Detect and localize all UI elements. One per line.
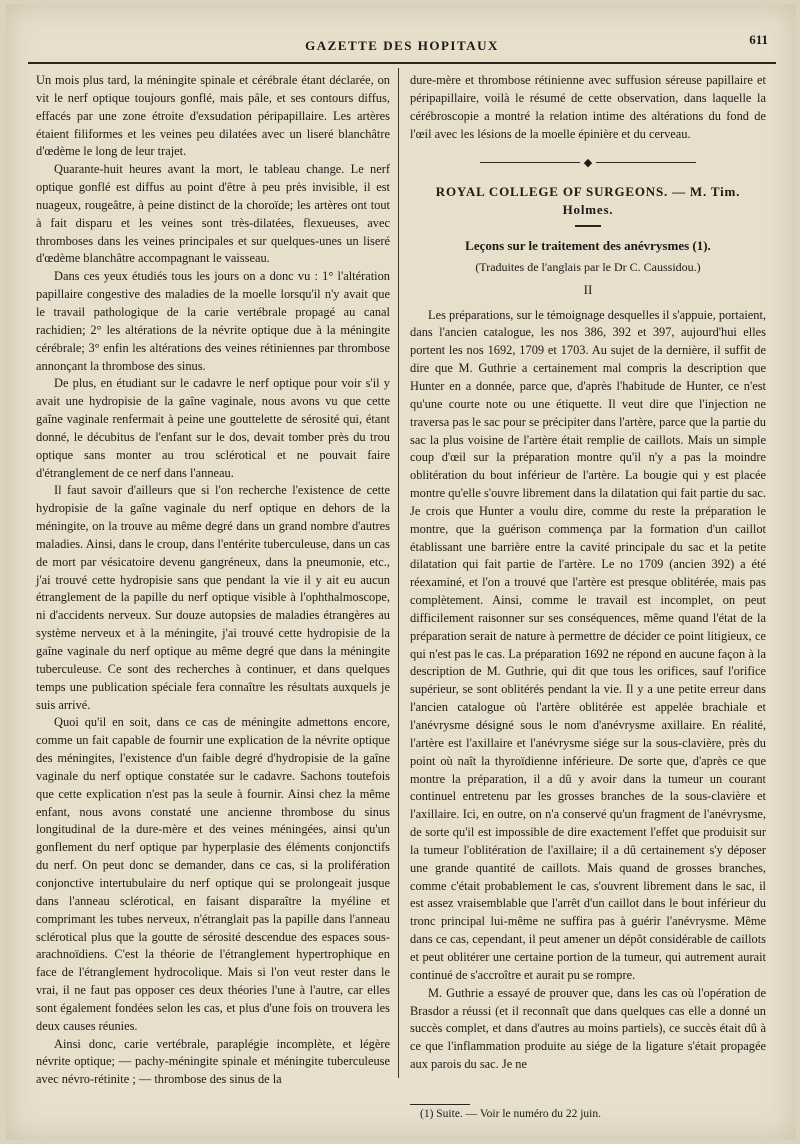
paragraph: Il faut savoir d'ailleurs que si l'on recherche l'existence de cette hydropisie de la gaîne vaginale du nerf optique en dehors de la méningite, on la trouve au même degré dans un grand nombre d'autres maladies. Ainsi, dans le croup, dans l'entérite tuberculeuse, dans un cas de mort par vésicatoire devenu gangréneux, dans la pneumonie, etc., j'ai trouvé cette hydropisie sans que pendant la vie il y ait eu aucun étranglement de la papille du nerf optique visible à l'ophthalmoscope, ni d'accidents nerveux. Sur douze autopsies de maladies étrangères au système nerveux et à la méningite, j'ai trouvé cette hydropisie de la gaîne vaginale du nerf optique au même degré que dans la méningite tuberculeuse. Ce sont des recherches à continuer, et dans quelques temps une publication spéciale fera connaître les résultats auxquels je suis arrivé. (36, 483, 390, 712)
translator-note: (Traduites de l'anglais par le Dr C. Caussidou.) (475, 259, 701, 274)
right-column (410, 72, 766, 1074)
left-column (36, 72, 390, 1089)
paragraph: Quarante-huit heures avant la mort, le tableau change. Le nerf optique gonflé est diffus au point d'être à peu près invisible, il est nuageux, rougeâtre, à peine distinct de la choroïde; les artères ont tout à fait disparu et les veines sont très-dilatées, flexueuses, avec thromboses dans les veines principales et sur quelques-unes un liseré d'œdème blanchâtre accompagnant le vaisseau. (36, 162, 390, 266)
paragraph: De plus, en étudiant sur le cadavre le nerf optique pour voir s'il y avait une hydropisie de la gaîne vaginale, nous avons vu que cette gaîne vaginale renfermait à peine une gouttelette de sérosité qui, étant donné, le décubitus de l'enfant sur le dos, devait tomber près du trou optique sans monter au trou sclérotical et ne pouvait faire d'étranglement de ce nerf dans l'anneau. (36, 376, 390, 480)
column-divider (398, 68, 399, 1078)
paragraph: Les préparations, sur le témoignage desquelles il s'appuie, portaient, dans l'ancien catalogue, les nos 386, 392 et 397, aujourd'hui elles portent les nos 1692, 1709 et 1703. Au sujet de la dernière, il suffit de dire que M. Guthrie a certainement mal compris la description que Hunter en a donnée, parce que, d'après l'habitude de Hunter, ce n'est qu'une courte note ou une étiquette. Il veut dire que l'injection ne traversa pas le sac pour se précipiter dans l'artère, parce que la partie du sac la plus voisine de l'artère était remplie de caillots. Mais un simple coup d'œil sur la préparation montre qu'il n'y a pas la moindre oblitération du bout inférieur de l'artère. La bougie qui y est placée montre qu'elle s'ouvre librement dans la dilatation qui fait partie du sac. Je crois que Hunter a voulu dire, comme du reste la préparation le montre, que la guérison commença par la formation d'un caillot établissant une barrière entre la cavité principale du sac et la petite dilatation qui fait partie de l'artère. Le no 1709 (ancien 392) a été réexaminé, et l'on a trouvé que l'artère est presque oblitérée, mais pas complètement. Ainsi, comme le travail est incomplet, on peut difficilement raisonner sur ses conséquences, même quand l'état de la préparation serait de nature à permettre de décider ce point litigieux, ce qui n'est pas le cas. La préparation 1692 ne répond en aucune façon à la description de M. Guthrie, qui dit que tous les orifices, sauf l'orifice supérieur, se sont oblitérés pendant la vie. Il y a une petite erreur dans l'ancien catalogue où l'artère oblitérée est appelée brachiale et l'anévrysme désigné sous le nom d'anévrysme axillaire. En réalité, l'artère est l'axillaire et l'anévrysme siége sur la sous-clavière, près du point où naît la thyroïdienne inférieure. De sorte que, d'après ce que montre la préparation, il a dû y avoir dans la tumeur un courant continuel entretenu par les grosses branches de la sous-clavière et l'axillaire. Ici, en outre, on n'a conservé qu'un fragment de l'anévrysme, de sorte qu'il est impossible de dire exactement l'effet que produisit sur la tumeur l'oblitération de l'axillaire; il a dû certainement s'y déposer une grande quantité de caillots. Mais quand de grosses branches, comme c'était probablement le cas, s'ouvrent librement dans le sac, il est assez vraisemblable que l'arrêt d'un caillot dans le bout inférieur du tronc principal lui-même ne suffira pas à guérir l'anévrysme. Même dans ce cas, cependant, il peut amener un dépôt considérable de caillots et peut oblitérer une certaine portion de la tumeur, qui autrement aurait continué de s'accroître et aurait pu se rompre. (410, 307, 766, 982)
running-title: GAZETTE DES HOPITAUX (305, 38, 499, 53)
page-number: 611 (749, 32, 768, 47)
short-rule (575, 225, 601, 227)
page-header (28, 32, 776, 64)
lecture-title: Leçons sur le traitement des anévrysmes (1). (465, 238, 711, 254)
paragraph: Ainsi donc, carie vertébrale, paraplégie incomplète, et légère névrite optique; — pachy-méningite spinale et méningite tuberculeuse avec névro-rétinite ; — thrombose des sinus de la (36, 1036, 390, 1087)
paragraph: Quoi qu'il en soit, dans ce cas de méningite admettons encore, comme un fait capable de fournir une explication de la névrite optique des méningites, l'existence d'un faible degré d'hydropisie de la gaîne vaginale du nerf optique constatée sur le cadavre. Sachons toutefois que cette explication n'est pas la seule à fournir. Ainsi chez la même enfant, nous avons constaté une ancienne thrombose du sinus longitudinal de la dure-mère et des veines méningées, ainsi qu'un gonflement du nerf optique par hyperplasie des éléments conjonctifs du nerf. On peut donc se demander, dans ce cas, si la prolifération conjonctive intertubulaire du nerf optique qui se prolongeait jusque dans l'anneau sclérotical, en faisant disparaître la myéline et comprimant les tubes nerveux, n'étranglait pas la papille dans l'anneau sclérotical plus que la goutte de sérosité descendue des espaces sous-arachnoïdiens. C'est la théorie de l'étranglement hypertrophique en face de l'étranglement hydrocolique. Mais si l'on veut rester dans le vrai, il ne faut pas opposer ces deux théories l'une à l'autre, car elles sont également fondées selon les cas, et plus d'une fois on trouvera les deux causes réunies. (36, 715, 390, 1033)
section-title: ROYAL COLLEGE OF SURGEONS. — M. Tim. Holmes. (435, 184, 741, 218)
paragraph: Dans ces yeux étudiés tous les jours on a donc vu : 1° l'altération papillaire congestive des maladies de la moelle lorsqu'il n'y avait que le travail pathologique de la carie vertébrale propagé au canal rachidien; 2° les altérations de la névrite optique due à la méningite cérébrale; 3° enfin les altérations des veines rétiniennes par thrombose annonçant la thrombose des sinus. (36, 269, 390, 373)
ornamental-rule: ◆ (410, 155, 766, 169)
footnote-rule (410, 1104, 470, 1105)
footnote: (1) Suite. — Voir le numéro du 22 juin. (420, 1108, 602, 1120)
newspaper-page (6, 4, 796, 1140)
paragraph: M. Guthrie a essayé de prouver que, dans les cas où l'opération de Brasdor a réussi (et il reconnaît que dans quelques cas elle a donné un succès complet, et dans d'autres au moins partiels), ce succès était dû à ce que l'inflammation produite au siége de la ligature s'était propagée aux parois du sac. Je ne (410, 985, 766, 1072)
paragraph: Un mois plus tard, la méningite spinale et cérébrale étant déclarée, on vit le nerf optique toujours gonflé, mais pâle, et ses contours diffus, effacés par une zone étroite d'exsudation péripapillaire. Les artères étaient filiformes et les veines peu dilatées avec un liseré blanchâtre d'œdème le long de leur trajet. (36, 73, 390, 159)
paragraph-continuation: dure-mère et thrombose rétinienne avec suffusion séreuse papillaire et péripapillaire, voilà le résumé de cette observation, dans laquelle la cérébroscopie a montré la relation intime des altérations du fond de l'œil avec les lésions de la moelle épinière et du cerveau. (410, 73, 766, 141)
part-number: II (583, 281, 593, 297)
